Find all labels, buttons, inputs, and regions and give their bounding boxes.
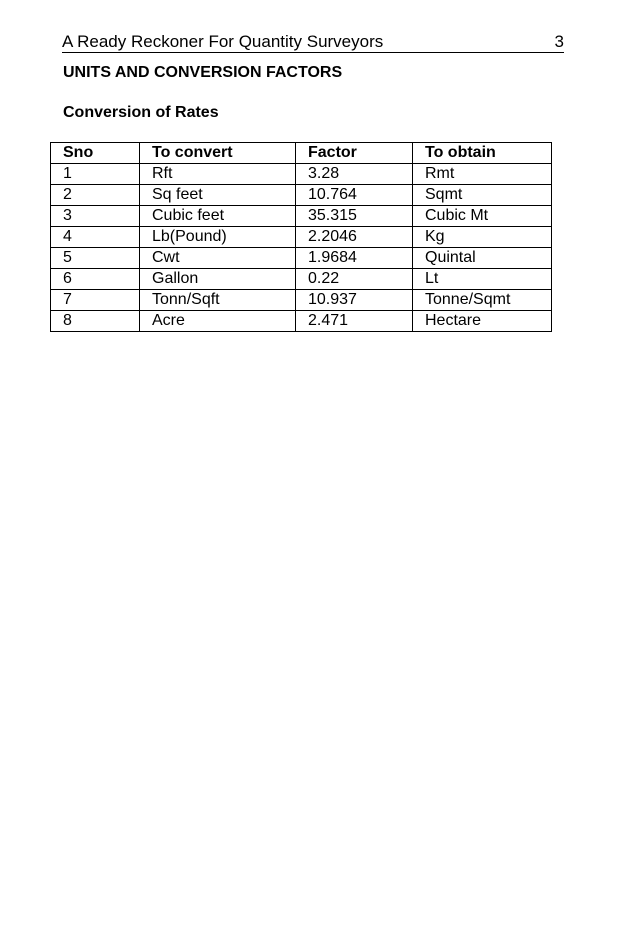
cell-to-obtain: Hectare: [413, 311, 552, 332]
page-number: 3: [554, 32, 564, 51]
cell-factor: 35.315: [296, 206, 413, 227]
cell-sno: 5: [51, 248, 140, 269]
cell-to-obtain: Sqmt: [413, 185, 552, 206]
table-row: [51, 269, 552, 290]
column-header-to-obtain: To obtain: [413, 143, 552, 164]
cell-to-convert: Acre: [140, 311, 296, 332]
cell-sno: 4: [51, 227, 140, 248]
document-title: A Ready Reckoner For Quantity Surveyors: [62, 32, 384, 51]
cell-to-convert: Gallon: [140, 269, 296, 290]
cell-factor: 2.471: [296, 311, 413, 332]
cell-factor: 10.764: [296, 185, 413, 206]
table-row: [51, 311, 552, 332]
table-row: [51, 164, 552, 185]
cell-to-convert: Lb(Pound): [140, 227, 296, 248]
cell-sno: 3: [51, 206, 140, 227]
cell-sno: 1: [51, 164, 140, 185]
cell-factor: 2.2046: [296, 227, 413, 248]
cell-to-convert: Rft: [140, 164, 296, 185]
cell-to-obtain: Quintal: [413, 248, 552, 269]
cell-to-obtain: Rmt: [413, 164, 552, 185]
cell-to-obtain: Cubic Mt: [413, 206, 552, 227]
conversion-table: [50, 142, 552, 332]
cell-sno: 6: [51, 269, 140, 290]
table-row: [51, 227, 552, 248]
cell-to-obtain: Tonne/Sqmt: [413, 290, 552, 311]
cell-factor: 0.22: [296, 269, 413, 290]
column-header-to-convert: To convert: [140, 143, 296, 164]
cell-factor: 1.9684: [296, 248, 413, 269]
cell-factor: 3.28: [296, 164, 413, 185]
table-row: [51, 206, 552, 227]
cell-to-obtain: Lt: [413, 269, 552, 290]
page-header: [62, 32, 564, 53]
table-row: [51, 248, 552, 269]
table-row: [51, 290, 552, 311]
cell-to-convert: Cwt: [140, 248, 296, 269]
column-header-sno: Sno: [51, 143, 140, 164]
cell-sno: 2: [51, 185, 140, 206]
section-title: UNITS AND CONVERSION FACTORS: [63, 64, 343, 81]
column-header-factor: Factor: [296, 143, 413, 164]
cell-to-obtain: Kg: [413, 227, 552, 248]
table-header-row: [51, 143, 552, 164]
cell-to-convert: Tonn/Sqft: [140, 290, 296, 311]
cell-sno: 7: [51, 290, 140, 311]
subsection-title: Conversion of Rates: [63, 104, 219, 121]
cell-to-convert: Sq feet: [140, 185, 296, 206]
table-row: [51, 185, 552, 206]
cell-to-convert: Cubic feet: [140, 206, 296, 227]
cell-factor: 10.937: [296, 290, 413, 311]
cell-sno: 8: [51, 311, 140, 332]
